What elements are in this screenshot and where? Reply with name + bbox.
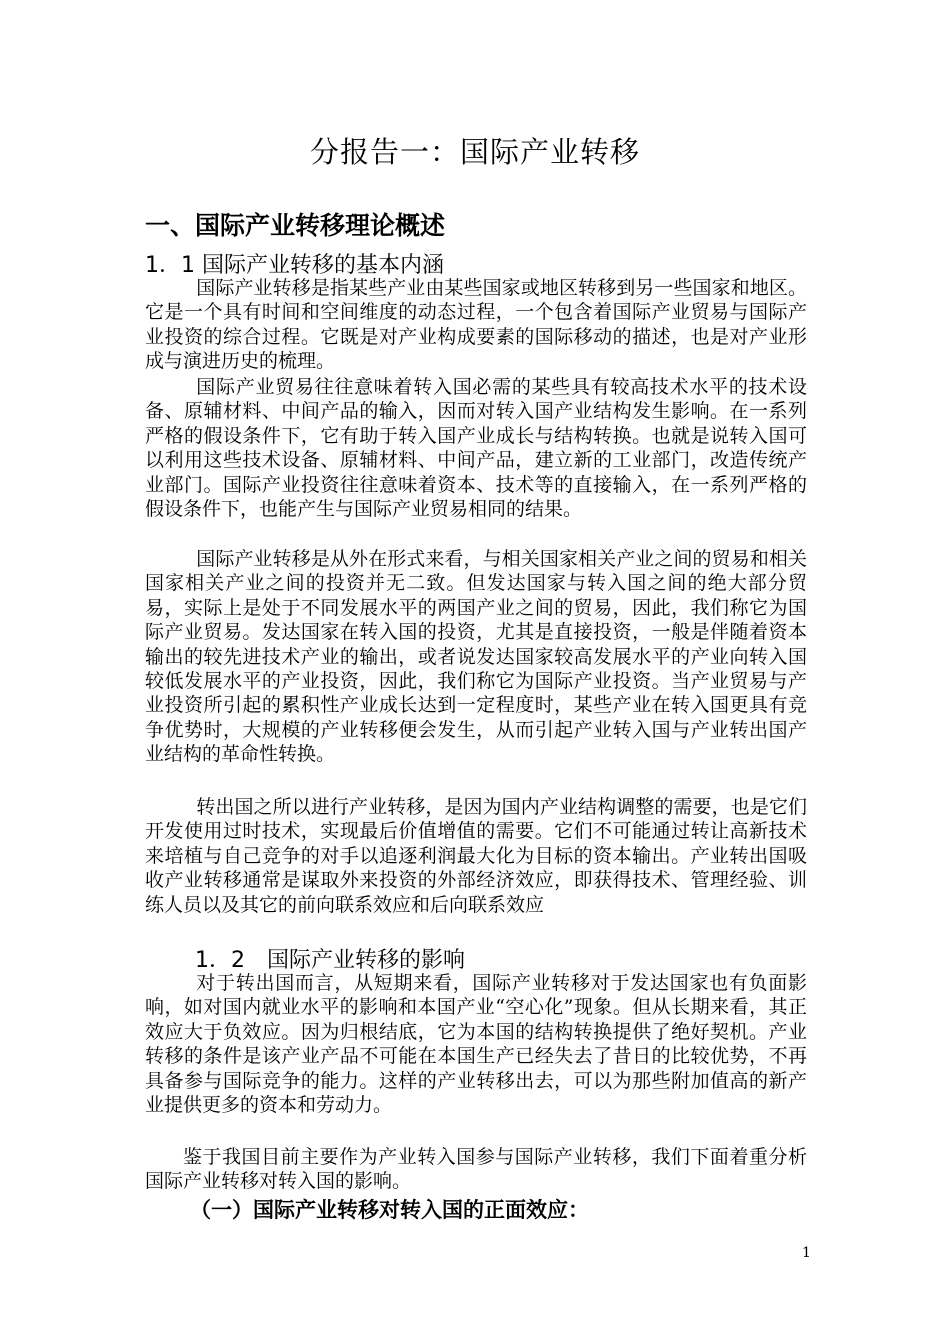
paragraph-2: 国际产业贸易往往意味着转入国必需的某些具有较高技术水平的技术设备、原辅材料、中间产品的输入，因而对转入国产业结构发生影响。在一系列严格的假设条件下，它有助于转入国产业成长与结构转换。也就是说转入国可以利用这些技术设备、原辅材料、中间产品，建立新的工业部门，改造传统产业部门。国际产业投资往往意味着资本、技术等的直接输入，在一系列严格的假设条件下，也能产生与国际产业贸易相同的结果。 [145,376,807,521]
paragraph-1: 国际产业转移是指某些产业由某些国家或地区转移到另一些国家和地区。它是一个具有时间和空间维度的动态过程，一个包含着国际产业贸易与国际产业投资的综合过程。它既是对产业构成要素的国际移动的描述，也是对产业形成与演进历史的梳理。 [145,277,807,373]
paragraph-4: 转出国之所以进行产业转移，是因为国内产业结构调整的需要，也是它们开发使用过时技术，实现最后价值增值的需要。它们不可能通过转让高新技术来培植与自己竞争的对手以追逐利润最大化为目标的资本输出。产业转出国吸收产业转移通常是谋取外来投资的外部经济效应，即获得技术、管理经验、训练人员以及其它的前向联系效应和后向联系效应 [145,796,807,916]
page-number: 1 [802,1245,811,1261]
positive-effects-heading: （一）国际产业转移对转入国的正面效应： [190,1197,589,1222]
paragraph-6: 鉴于我国目前主要作为产业转入国参与国际产业转移，我们下面着重分析国际产业转移对转入国的影响。 [145,1146,807,1193]
document-title: 分报告一：国际产业转移 [309,135,640,169]
paragraph-3: 国际产业转移是从外在形式来看，与相关国家相关产业之间的贸易和相关国家相关产业之间的投资并无二致。但发达国家与转入国之间的绝大部分贸易，实际上是处于不同发展水平的两国产业之间的贸易，因此，我们称它为国际产业贸易。发达国家在转入国的投资，尤其是直接投资，一般是伴随着资本输出的较先进技术产业的输出，或者说发达国家较高发展水平的产业向转入国较低发展水平的产业投资，因此，我们称它为国际产业投资。当产业贸易与产业投资所引起的累积性产业成长达到一定程度时，某些产业在转入国更具有竞争优势时，大规模的产业转移便会发生，从而引起产业转入国与产业转出国产业结构的革命性转换。 [145,548,807,766]
subsection-heading-1-2: 1．2 国际产业转移的影响 [195,948,465,973]
subsection-heading-1-1: 1．1 国际产业转移的基本内涵 [145,253,444,278]
paragraph-5: 对于转出国而言，从短期来看，国际产业转移对于发达国家也有负面影响，如对国内就业水平的影响和本国产业“空心化”现象。但从长期来看，其正效应大于负效应。因为归根结底，它为本国的结构转换提供了绝好契机。产业转移的条件是该产业产品不可能在本国生产已经失去了昔日的比较优势，不再具备参与国际竞争的能力。这样的产业转移出去，可以为那些附加值高的新产业提供更多的资本和劳动力。 [145,972,807,1117]
section-heading: 一、国际产业转移理论概述 [145,211,446,240]
